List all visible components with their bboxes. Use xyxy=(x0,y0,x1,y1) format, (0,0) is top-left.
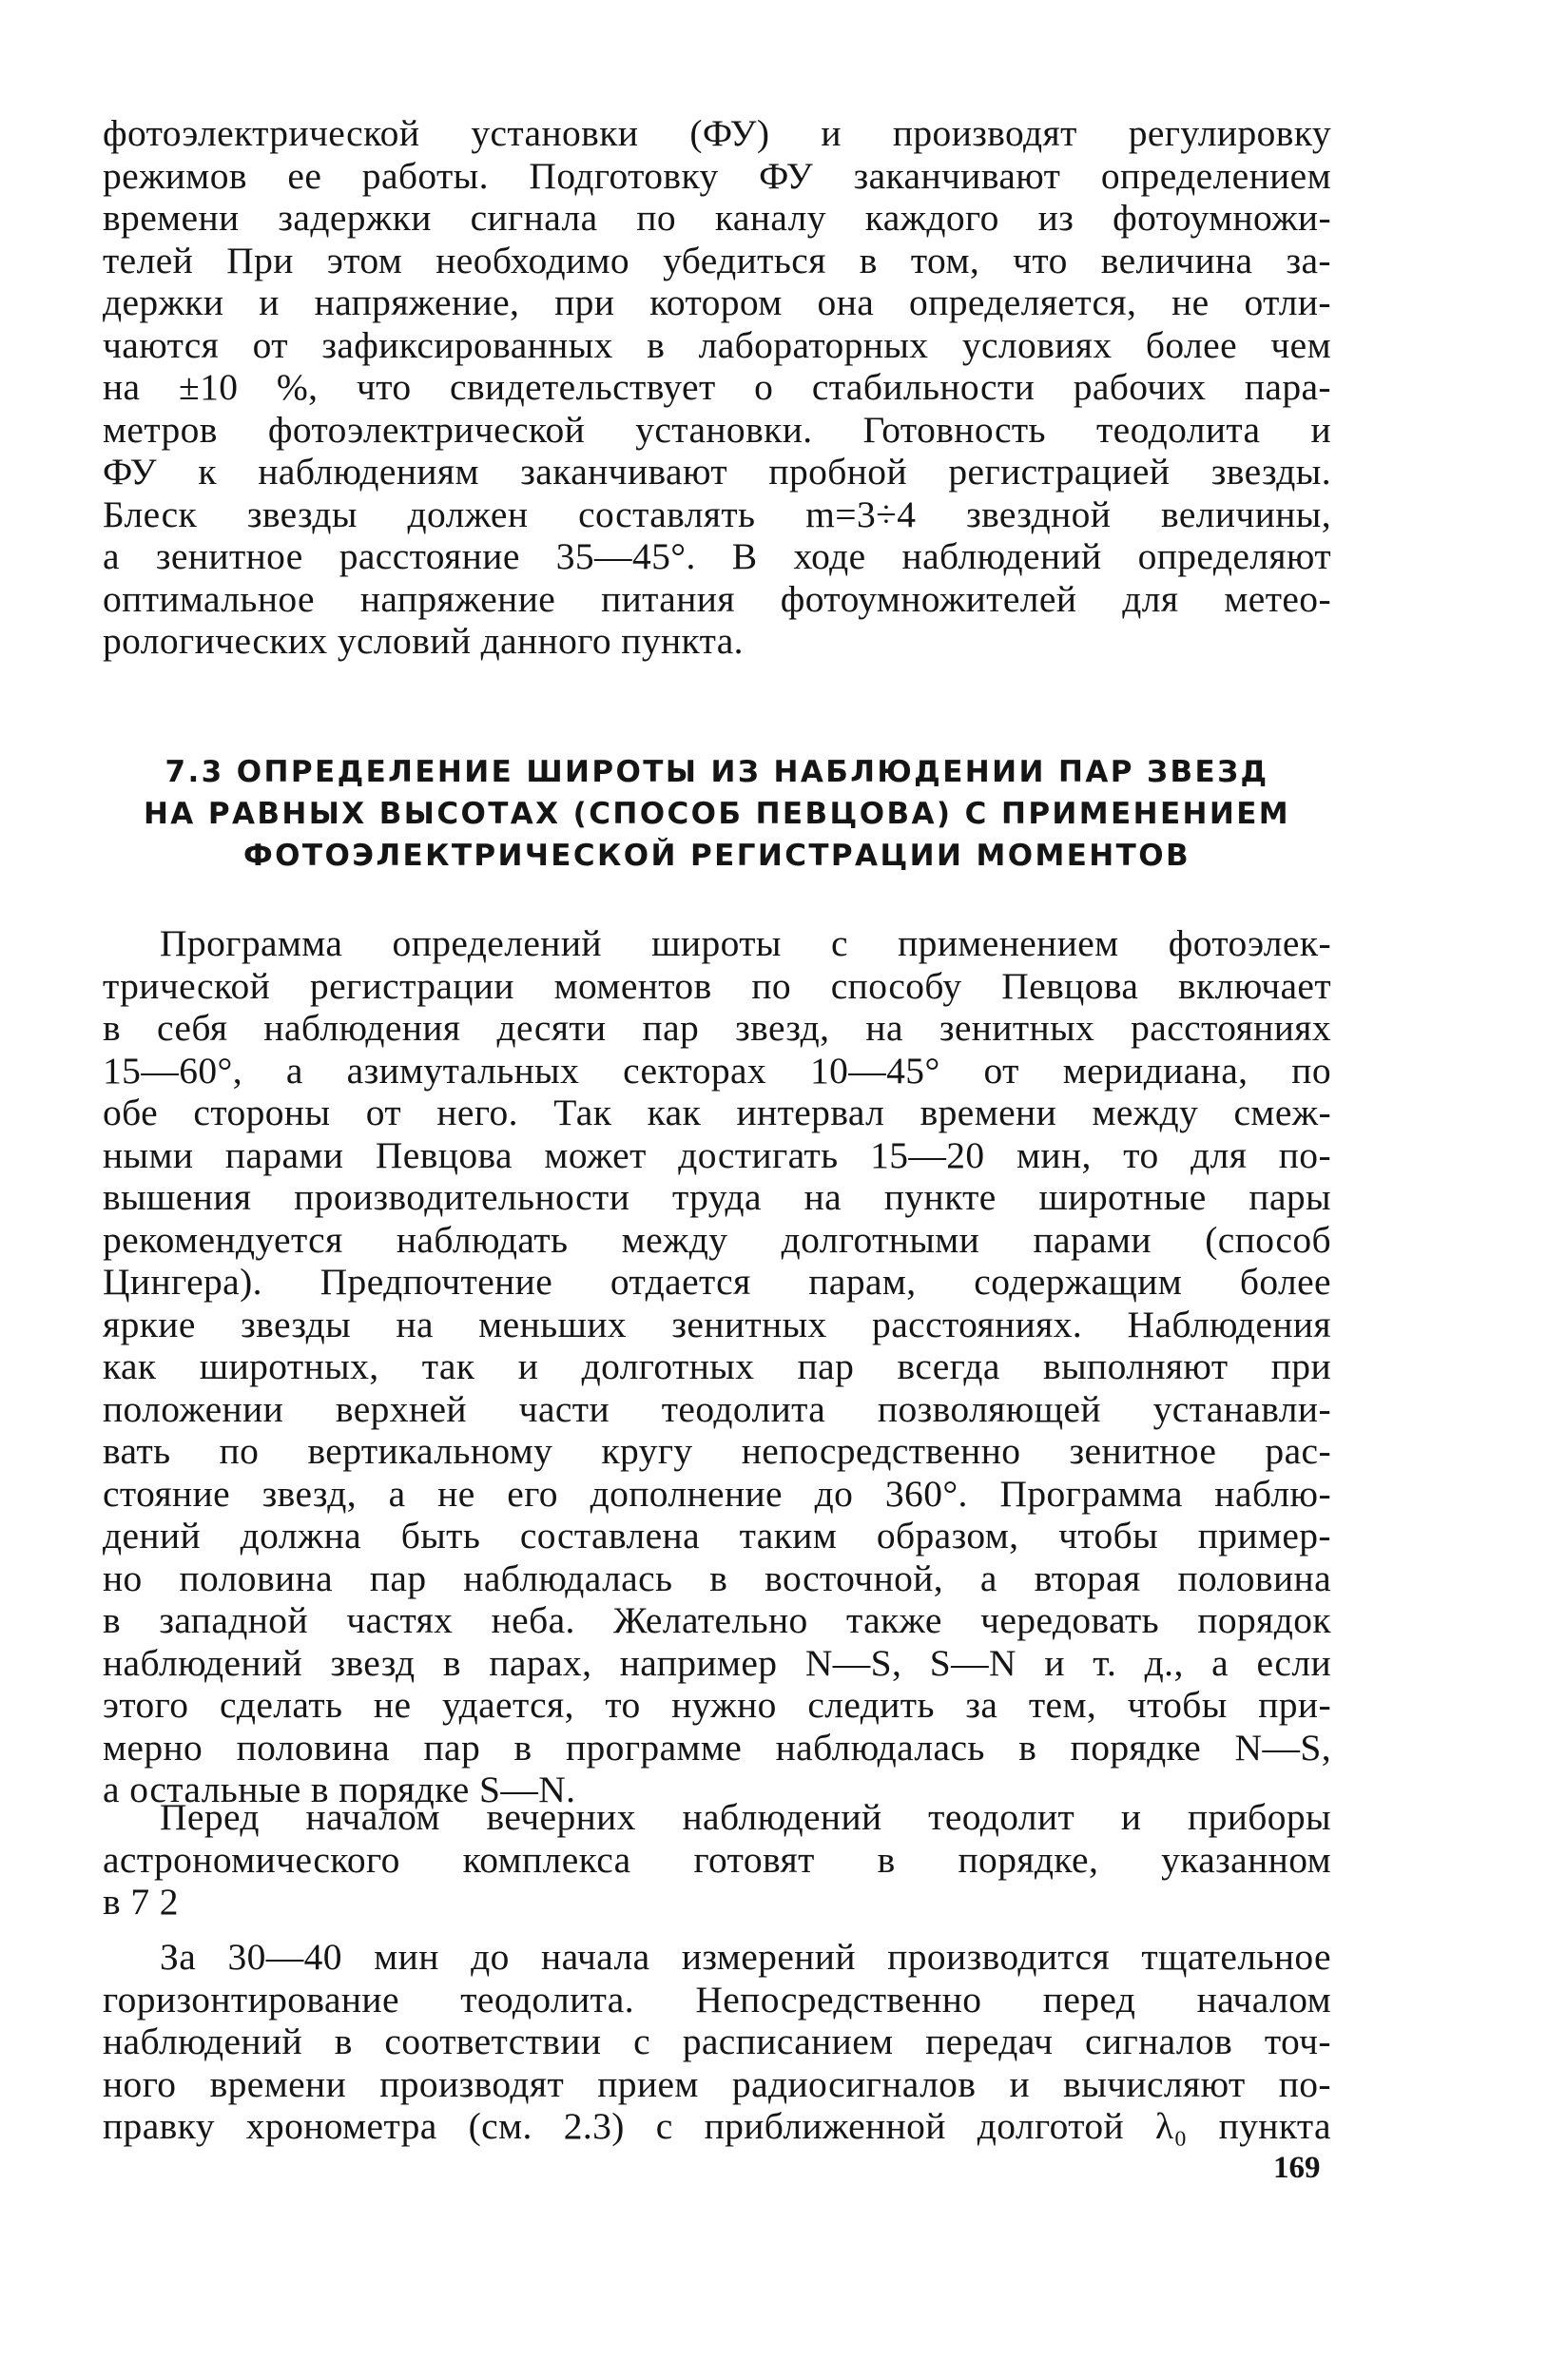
text-line: в западной частях неба. Желательно также чередовать порядок xyxy=(103,1599,1331,1641)
text-line: рекомендуется наблюдать между долготными парами (способ xyxy=(103,1218,1331,1261)
heading-line: НА РАВНЫХ ВЫСОТАХ (СПОСОБ ПЕВЦОВА) С ПРИМЕНЕНИЕМ xyxy=(143,797,1291,831)
section-heading xyxy=(103,751,1331,877)
text-line: вышения производительности труда на пункте широтные пары xyxy=(103,1176,1331,1218)
text-line: Программа определений широты с применением фотоэлек- xyxy=(160,922,1331,964)
text-line: стояние звезд, а не его дополнение до 360°. Программа наблю- xyxy=(103,1472,1331,1515)
text-line: обе стороны от него. Так как интервал времени между смеж- xyxy=(103,1092,1331,1133)
paragraph-body xyxy=(103,1796,1331,1924)
text-line: положении верхней части теодолита позволяющей устанавли- xyxy=(103,1387,1331,1430)
paragraph-body xyxy=(103,922,1331,1811)
text-line: а зенитное расстояние 35—45°. В ходе наблюдений определяют xyxy=(103,535,1331,577)
text-line: правку хронометра (см. 2.3) с приближенной долготой λ₀ пункта xyxy=(103,2105,1331,2147)
text-line: метров фотоэлектрической установки. Готовность теодолита и xyxy=(103,408,1331,451)
text-line: оптимальное напряжение питания фотоумножителей для метео- xyxy=(103,577,1331,620)
text-line: трической регистрации моментов по способу Певцова включает xyxy=(103,964,1331,1007)
text-line: фотоэлектрической установки (ФУ) и производят регулировку xyxy=(103,112,1331,154)
text-line: Цингера). Предпочтение отдается парам, содержащим более xyxy=(103,1261,1331,1303)
paragraph-program xyxy=(103,922,1331,1811)
paragraph-body xyxy=(103,112,1331,663)
text-line: рологических условий данного пункта. xyxy=(103,620,744,662)
intro-paragraph xyxy=(103,112,1331,663)
text-line: в себя наблюдения десяти пар звезд, на зенитных расстояниях xyxy=(103,1007,1331,1049)
text-line: режимов ее работы. Подготовку ФУ заканчивают определением xyxy=(103,154,1331,197)
paragraph-preparation xyxy=(103,1796,1331,1924)
text-line: на ±10 %, что свидетельствует о стабильности рабочих пара- xyxy=(103,366,1331,408)
text-line: мерно половина пар в программе наблюдалась в порядке N—S, xyxy=(103,1726,1331,1769)
text-line: ФУ к наблюдениям заканчивают пробной регистрацией звезды. xyxy=(103,451,1331,493)
text-line: дений должна быть составлена таким образом, чтобы пример- xyxy=(103,1515,1331,1557)
text-line: 15—60°, а азимутальных секторах 10—45° от меридиана, по xyxy=(103,1049,1331,1092)
text-line: держки и напряжение, при котором она определяется, не отли- xyxy=(103,281,1331,323)
text-line: в 7 2 xyxy=(103,1881,179,1923)
text-line: Блеск звезды должен составлять m=3÷4 звездной величины, xyxy=(103,493,1331,535)
text-line: вать по вертикальному кругу непосредственно зенитное рас- xyxy=(103,1430,1331,1472)
text-line: ного времени производят прием радиосигналов и вычисляют по- xyxy=(103,2062,1331,2105)
text-line: астрономического комплекса готовят в порядке, указанном xyxy=(103,1838,1331,1881)
text-line: ными парами Певцова может достигать 15—20 мин, то для по- xyxy=(103,1133,1331,1176)
text-line: горизонтирование теодолита. Непосредственно перед началом xyxy=(103,1978,1331,2021)
text-line: времени задержки сигнала по каналу каждого из фотоумножи- xyxy=(103,197,1331,239)
text-line: яркие звезды на меньших зенитных расстояниях. Наблюдения xyxy=(103,1303,1331,1345)
text-line: За 30—40 мин до начала измерений производится тщательное xyxy=(160,1936,1331,1978)
heading-line: ФОТОЭЛЕКТРИЧЕСКОЙ РЕГИСТРАЦИИ МОМЕНТОВ xyxy=(243,839,1191,873)
heading-line: 7.3 ОПРЕДЕЛЕНИЕ ШИРОТЫ ИЗ НАБЛЮДЕНИИ ПАР ЗВЕЗД xyxy=(165,755,1269,789)
text-line: наблюдений в соответствии с расписанием передач сигналов точ- xyxy=(103,2021,1331,2062)
text-line: а остальные в порядке S—N. xyxy=(103,1769,576,1810)
text-line: наблюдений звезд в парах, например N—S, S—N и т. д., а если xyxy=(103,1641,1331,1684)
text-line: этого сделать не удается, то нужно следить за тем, чтобы при- xyxy=(103,1684,1331,1726)
text-line: чаются от зафиксированных в лабораторных условиях более чем xyxy=(103,323,1331,366)
text-line: как широтных, так и долготных пар всегда выполняют при xyxy=(103,1345,1331,1387)
paragraph-leveling xyxy=(103,1936,1331,2148)
text-line: телей При этом необходимо убедиться в том, что величина за- xyxy=(103,239,1331,281)
paragraph-body xyxy=(103,1936,1331,2148)
text-line: но половина пар наблюдалась в восточной, а вторая половина xyxy=(103,1557,1331,1599)
page-number: 169 xyxy=(1273,2151,1321,2185)
text-line: Перед началом вечерних наблюдений теодолит и приборы xyxy=(160,1796,1331,1838)
